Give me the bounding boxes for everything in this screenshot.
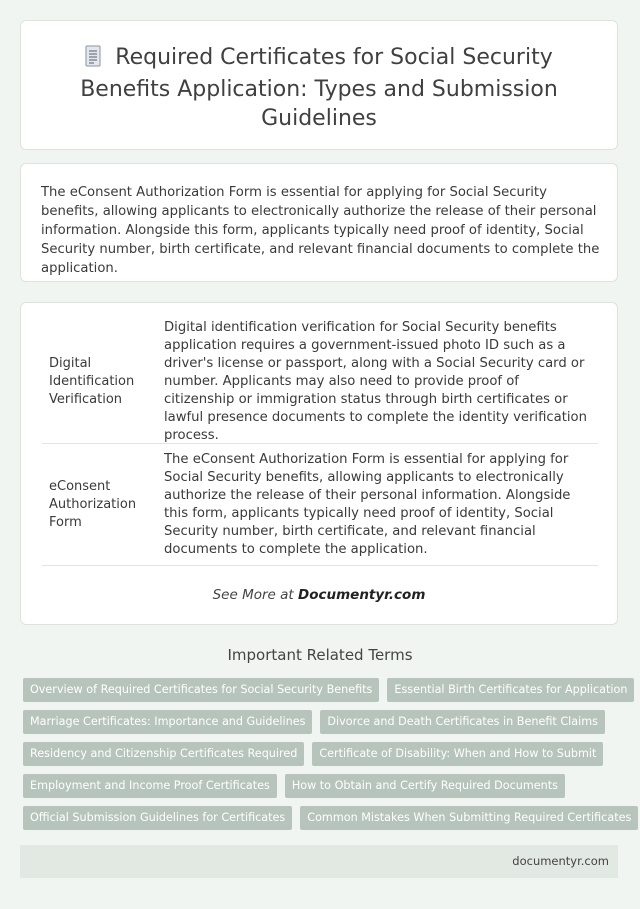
related-tag[interactable]: Employment and Income Proof Certificates	[23, 774, 277, 798]
page-title	[61, 43, 577, 133]
related-tag[interactable]: Certificate of Disability: When and How to Submit	[312, 742, 603, 766]
term-description: Digital identification verification for Social Security benefits application requires a government-issued photo ID such as a driver's license or passport, along with a Social Security card or number. Applicants may also need to provide proof of citizenship or immigration status through birth certificates or lawful presence documents to complete the identity verification process.	[164, 320, 587, 443]
page-title-text: Required Certificates for Social Security Benefits Application: Types and Submission Guidelines	[80, 45, 558, 131]
terms-table	[20, 302, 618, 625]
document-icon	[85, 45, 101, 75]
see-more-link[interactable]	[21, 587, 617, 603]
table-row	[42, 321, 598, 444]
title-card	[20, 20, 618, 150]
related-tag[interactable]: How to Obtain and Certify Required Documents	[285, 774, 565, 798]
term-description: The eConsent Authorization Form is essential for applying for Social Security benefits, allowing applicants to electronically authorize the release of their personal information. Alongside this form, applicants typically need proof of identity, Social Security number, birth certificate, and relevant financial documents to complete the application.	[164, 451, 571, 557]
related-tag[interactable]: Marriage Certificates: Importance and Guidelines	[23, 710, 312, 734]
term-label: eConsent Authorization Form	[49, 478, 137, 530]
related-tag[interactable]: Residency and Citizenship Certificates Required	[23, 742, 304, 766]
intro-card	[20, 163, 618, 282]
table-row	[42, 444, 598, 566]
related-tag[interactable]: Official Submission Guidelines for Certificates	[23, 806, 292, 830]
related-tags	[23, 678, 632, 838]
footer	[20, 845, 618, 878]
intro-text: The eConsent Authorization Form is essential for applying for Social Security benefits, allowing applicants to electronically authorize the release of their personal information. Alongside this form, applicants typically need proof of identity, Social Security number, birth certificate, and relevant financial documents to complete the application.	[41, 185, 600, 276]
related-tag[interactable]: Essential Birth Certificates for Application	[387, 678, 634, 702]
term-label: Digital Identification Verification	[49, 356, 135, 407]
related-terms-heading: Important Related Terms	[227, 646, 413, 664]
related-tag[interactable]: Divorce and Death Certificates in Benefit Claims	[320, 710, 605, 734]
footer-site[interactable]: documentyr.com	[512, 854, 609, 868]
related-tag[interactable]: Common Mistakes When Submitting Required Certificates	[300, 806, 638, 830]
see-more-site[interactable]: Documentyr.com	[298, 587, 426, 603]
related-tag[interactable]: Overview of Required Certificates for Social Security Benefits	[23, 678, 379, 702]
see-more-prefix: See More at	[212, 587, 298, 603]
